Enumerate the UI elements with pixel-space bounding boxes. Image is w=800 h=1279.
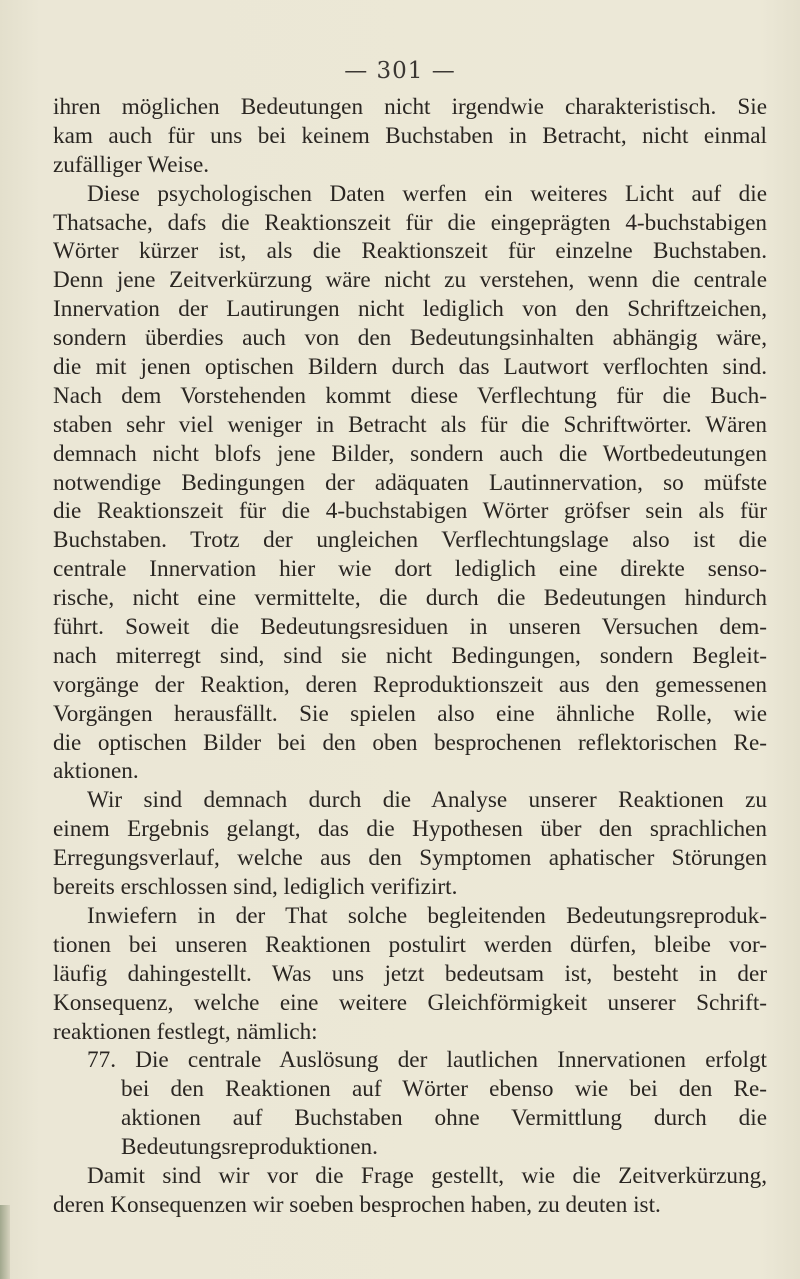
text-line: die optischen Bilder bei den oben besprochenen reflektorischen Re- (53, 729, 767, 756)
text-line: Erregungsverlauf, welche aus den Symptomen aphatischer Störungen (53, 845, 767, 872)
text-line: vorgänge der Reaktion, deren Reproduktionszeit aus den gemessenen (53, 671, 767, 698)
text-line: Diese psychologischen Daten werfen ein weiteres Licht auf die (87, 180, 767, 207)
text-line: ihren möglichen Bedeutungen nicht irgendwie charakteristisch. Sie (53, 94, 767, 120)
text-line: rische, nicht eine vermittelte, die durch die Bedeutungen hindurch (53, 585, 767, 612)
text-line: demnach nicht blofs jene Bilder, sondern auch die Wortbedeutungen (53, 440, 767, 467)
text-line: sondern überdies auch von den Bedeutungsinhalten abhängig wäre, (53, 325, 767, 352)
text-line: zufälliger Weise. (53, 151, 210, 178)
text-line: führt. Soweit die Bedeutungsresiduen in unseren Versuchen dem- (53, 614, 767, 641)
text-line: aktionen. (53, 758, 139, 785)
thesis-line: aktionen auf Buchstaben ohne Vermittlung durch die (121, 1105, 767, 1132)
thesis-line: 77. Die centrale Auslösung der lautlichen Innervationen erfolgt (87, 1047, 767, 1074)
text-line: Damit sind wir vor die Frage gestellt, wie die Zeitverkürzung, (87, 1162, 767, 1189)
text-line: Inwiefern in der That solche begleitenden Bedeutungsreproduk- (87, 902, 767, 929)
text-line: läufig dahingestellt. Was uns jetzt bedeutsam ist, besteht in der (53, 960, 767, 987)
text-line: notwendige Bedingungen der adäquaten Lautinnervation, so müfste (53, 469, 767, 496)
page-edge-stain (0, 1205, 10, 1279)
text-line: Thatsache, dafs die Reaktionszeit für die eingeprägten 4-buchstabigen (53, 209, 767, 236)
text-line: Innervation der Lautirungen nicht lediglich von den Schriftzeichen, (53, 296, 767, 323)
text-line: Konsequenz, welche eine weitere Gleichförmigkeit unserer Schrift- (53, 989, 767, 1016)
text-line: deren Konsequenzen wir soeben besprochen haben, zu deuten ist. (53, 1191, 661, 1218)
text-line: einem Ergebnis gelangt, das die Hypothesen über den sprachlichen (53, 816, 767, 843)
text-line: Vorgängen herausfällt. Sie spielen also eine ähnliche Rolle, wie (53, 700, 767, 727)
thesis-line: Bedeutungsreproduktionen. (121, 1134, 378, 1161)
body-text (53, 93, 767, 1220)
text-line: nach miterregt sind, sind sie nicht Bedingungen, sondern Begleit- (53, 642, 767, 669)
page-number: — 301 — (344, 58, 456, 84)
text-line: staben sehr viel weniger in Betracht als für die Schriftwörter. Wären (53, 411, 767, 438)
text-line: die mit jenen optischen Bildern durch das Lautwort verflochten sind. (53, 354, 767, 381)
text-line: Buchstaben. Trotz der ungleichen Verflechtungslage also ist die (53, 527, 767, 554)
thesis-line: bei den Reaktionen auf Wörter ebenso wie bei den Re- (121, 1076, 767, 1103)
text-line: Wörter kürzer ist, als die Reaktionszeit für einzelne Buchstaben. (53, 238, 767, 265)
text-line: Nach dem Vorstehenden kommt diese Verflechtung für die Buch- (53, 382, 767, 409)
text-line: centrale Innervation hier wie dort lediglich eine direkte senso- (53, 556, 767, 583)
text-line: Wir sind demnach durch die Analyse unserer Reaktionen zu (87, 787, 767, 814)
text-line: reaktionen festlegt, nämlich: (53, 1018, 318, 1045)
text-line: tionen bei unseren Reaktionen postulirt werden dürfen, bleibe vor- (53, 931, 767, 958)
text-line: die Reaktionszeit für die 4-buchstabigen Wörter gröfser sein als für (53, 498, 767, 525)
text-line: Denn jene Zeitverkürzung wäre nicht zu verstehen, wenn die centrale (53, 267, 767, 294)
text-line: kam auch für uns bei keinem Buchstaben in Betracht, nicht einmal (53, 122, 767, 149)
text-line: bereits erschlossen sind, lediglich verifizirt. (53, 874, 458, 901)
